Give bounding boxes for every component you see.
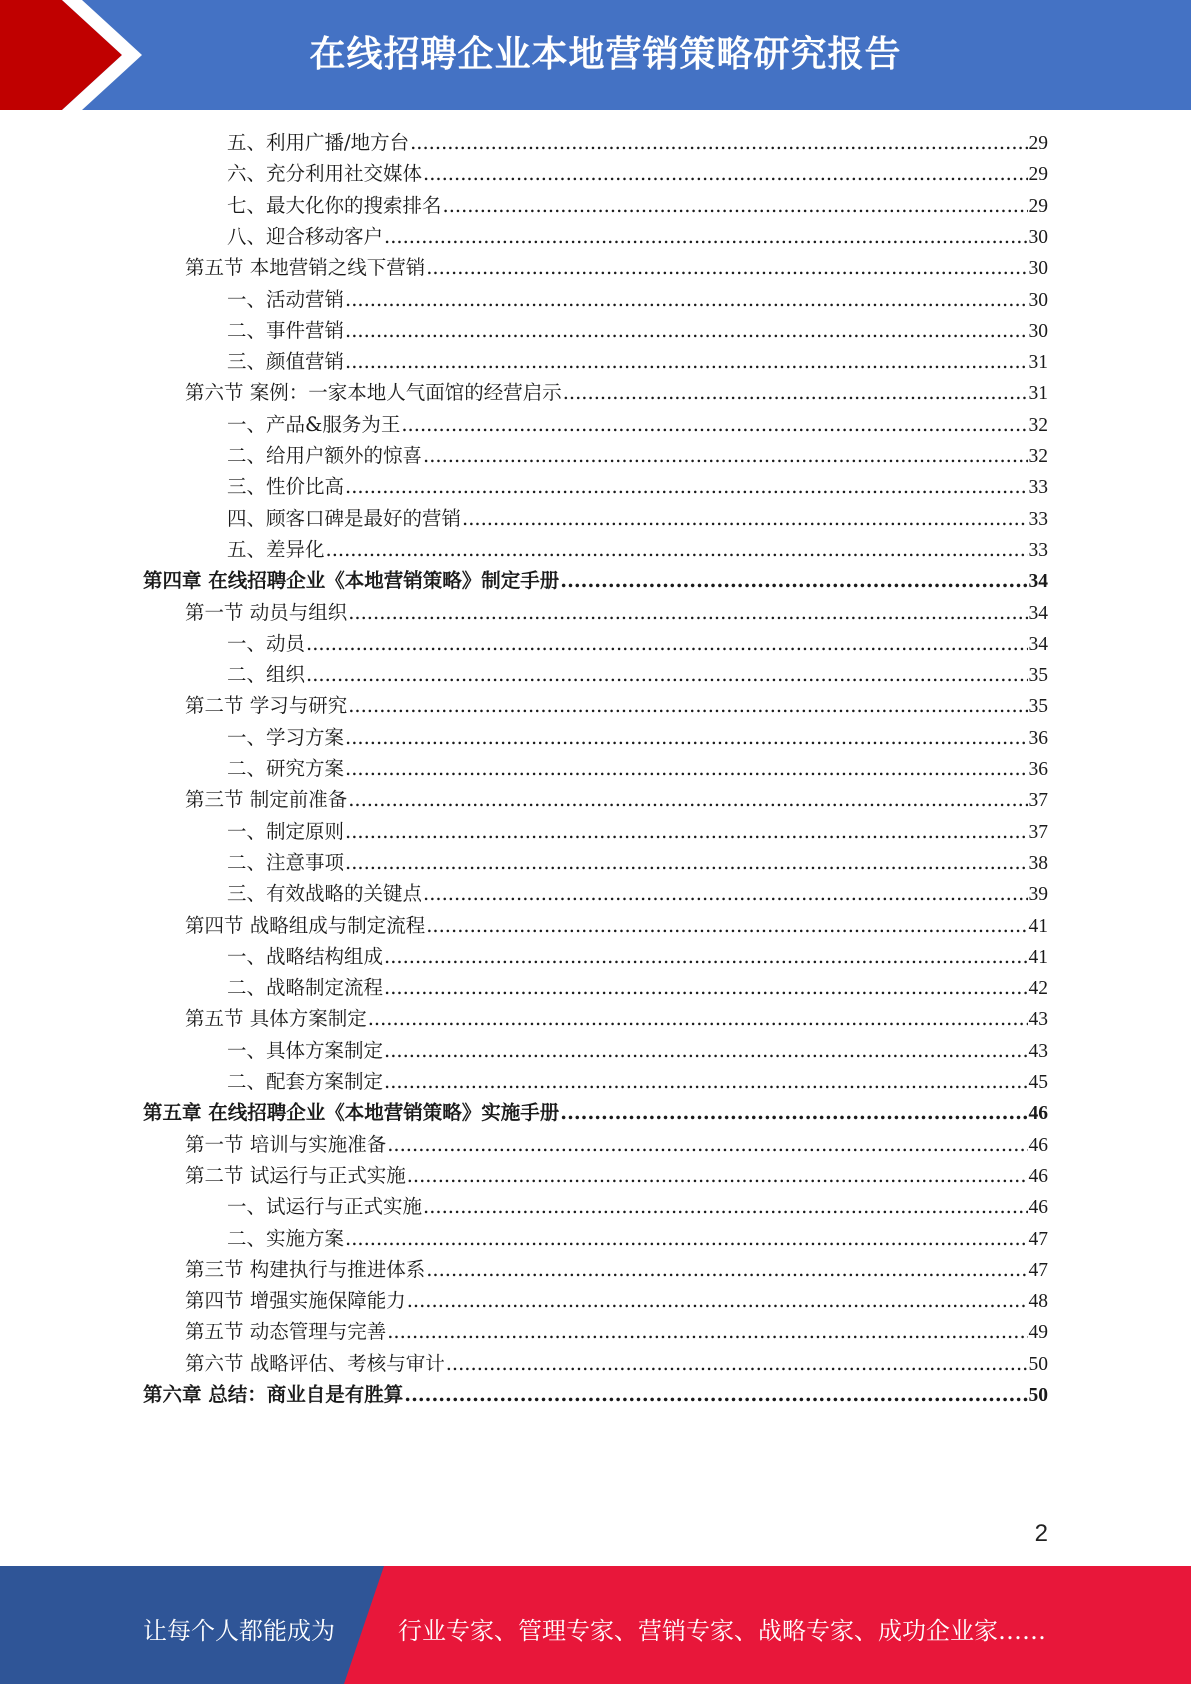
toc-entry-page: 46: [1028, 1165, 1048, 1187]
toc-entry-page: 43: [1028, 1009, 1048, 1031]
toc-dot-leader: [387, 1316, 1027, 1347]
toc-dot-leader: [348, 784, 1027, 815]
toc-entry-title: 第五章 在线招聘企业《本地营销策略》实施手册: [143, 1101, 560, 1125]
toc-subsection-entry[interactable]: [227, 816, 1048, 847]
toc-entry-title: 八、迎合移动客户: [227, 224, 384, 248]
toc-dot-leader: [446, 1348, 1028, 1379]
toc-chapter-entry[interactable]: [143, 1097, 1048, 1128]
footer-slogan-left: 让每个人都能成为: [143, 1617, 335, 1645]
toc-entry-title: 一、试运行与正式实施: [227, 1195, 423, 1219]
toc-entry-page: 36: [1028, 727, 1048, 749]
toc-entry-title: 二、给用户额外的惊喜: [227, 444, 423, 467]
toc-entry-title: 二、配套方案制定: [227, 1070, 384, 1093]
toc-dot-leader: [348, 597, 1027, 628]
toc-entry-page: 32: [1028, 446, 1048, 467]
toc-dot-leader: [345, 847, 1027, 878]
toc-subsection-entry[interactable]: [227, 346, 1048, 377]
toc-entry-page: 33: [1028, 539, 1048, 561]
toc-entry-title: 七、最大化你的搜索排名: [227, 193, 442, 217]
toc-dot-leader: [387, 1129, 1027, 1160]
toc-entry-title: 第四节 增强实施保障能力: [185, 1289, 406, 1313]
toc-section-entry[interactable]: [185, 377, 1048, 408]
toc-entry-title: 一、活动营销: [227, 287, 345, 311]
toc-dot-leader: [345, 284, 1027, 315]
toc-entry-page: 31: [1028, 352, 1048, 374]
toc-entry-page: 41: [1028, 915, 1048, 937]
toc-dot-leader: [426, 1254, 1027, 1285]
toc-subsection-entry[interactable]: [227, 847, 1048, 878]
toc-entry-title: 一、学习方案: [227, 725, 345, 749]
toc-entry-title: 第六章 总结：商业自是有胜算: [143, 1383, 404, 1406]
toc-entry-title: 三、有效战略的关键点: [227, 882, 423, 906]
toc-subsection-entry[interactable]: [227, 409, 1048, 440]
toc-entry-page: 36: [1028, 759, 1048, 780]
toc-entry-title: 第二节 试运行与正式实施: [185, 1163, 406, 1187]
toc-section-entry[interactable]: [185, 784, 1048, 815]
toc-dot-leader: [345, 346, 1027, 377]
toc-entry-page: 33: [1028, 477, 1048, 499]
toc-dot-leader: [407, 1285, 1028, 1316]
toc-dot-leader: [563, 377, 1028, 408]
toc-entry-title: 第四节 战略组成与制定流程: [185, 913, 426, 937]
toc-entry-title: 一、战略结构组成: [227, 944, 384, 968]
toc-subsection-entry[interactable]: [227, 753, 1048, 784]
toc-entry-title: 第一节 培训与实施准备: [185, 1132, 387, 1156]
toc-entry-page: 47: [1028, 1259, 1048, 1281]
toc-entry-title: 第五节 动态管理与完善: [185, 1320, 387, 1344]
toc-section-entry[interactable]: [185, 252, 1048, 283]
toc-entry-page: 37: [1028, 821, 1048, 843]
toc-subsection-entry[interactable]: [227, 1191, 1048, 1222]
toc-entry-page: 35: [1028, 665, 1048, 687]
toc-entry-title: 一、制定原则: [227, 819, 345, 843]
toc-entry-title: 一、动员: [227, 631, 306, 655]
toc-dot-leader: [345, 471, 1027, 502]
toc-entry-title: 第三节 制定前准备: [185, 788, 348, 812]
toc-entry-page: 50: [1028, 1385, 1048, 1406]
toc-dot-leader: [423, 878, 1027, 909]
toc-entry-page: 34: [1028, 633, 1048, 655]
toc-dot-leader: [560, 1097, 1027, 1128]
toc-entry-page: 46: [1028, 1103, 1048, 1125]
toc-entry-page: 41: [1028, 946, 1048, 968]
toc-entry-title: 第四章 在线招聘企业《本地营销策略》制定手册: [143, 569, 560, 593]
toc-entry-page: 50: [1028, 1353, 1048, 1375]
toc-entry-page: 37: [1028, 790, 1048, 812]
toc-entry-page: 46: [1028, 1197, 1048, 1219]
toc-subsection-entry[interactable]: [227, 158, 1048, 189]
toc-dot-leader: [407, 1160, 1028, 1191]
toc-subsection-entry[interactable]: [227, 1035, 1048, 1066]
page-header: [0, 0, 1191, 110]
toc-entry-title: 二、组织: [227, 663, 306, 687]
toc-entry-title: 第一节 动员与组织: [185, 600, 348, 624]
toc-entry-title: 第五节 本地营销之线下营销: [185, 256, 426, 280]
toc-dot-leader: [384, 941, 1027, 972]
toc-subsection-entry[interactable]: [227, 1223, 1048, 1254]
toc-entry-title: 五、利用广播/地方台: [227, 131, 410, 154]
toc-dot-leader: [423, 440, 1027, 471]
toc-subsection-entry[interactable]: [227, 284, 1048, 315]
toc-chapter-entry[interactable]: [143, 565, 1048, 596]
toc-subsection-entry[interactable]: [227, 659, 1048, 690]
toc-entry-page: 29: [1028, 195, 1048, 217]
toc-section-entry[interactable]: [185, 690, 1048, 721]
toc-subsection-entry[interactable]: [227, 315, 1048, 346]
toc-entry-page: 38: [1028, 852, 1048, 874]
toc-entry-page: 35: [1028, 696, 1048, 718]
toc-entry-title: 二、研究方案: [227, 757, 345, 780]
toc-dot-leader: [345, 1223, 1027, 1254]
toc-entry-title: 四、顾客口碑是最好的营销: [227, 506, 462, 530]
toc-entry-title: 一、产品&服务为王: [227, 412, 401, 436]
toc-entry-title: 三、性价比高: [227, 475, 345, 499]
toc-dot-leader: [423, 158, 1027, 189]
toc-dot-leader: [410, 127, 1027, 158]
toc-entry-page: 30: [1028, 289, 1048, 311]
toc-entry-page: 39: [1028, 884, 1048, 906]
toc-entry-title: 二、注意事项: [227, 850, 345, 874]
toc-entry-page: 32: [1028, 414, 1048, 436]
toc-subsection-entry[interactable]: [227, 941, 1048, 972]
toc-dot-leader: [345, 315, 1027, 346]
toc-dot-leader: [345, 816, 1027, 847]
footer-slogan-right: 行业专家、管理专家、营销专家、战略专家、成功企业家……: [398, 1617, 1046, 1645]
toc-section-entry[interactable]: [185, 597, 1048, 628]
toc-dot-leader: [384, 1066, 1027, 1097]
toc-subsection-entry[interactable]: [227, 878, 1048, 909]
toc-entry-page: 31: [1028, 383, 1048, 405]
toc-entry-page: 47: [1028, 1228, 1048, 1250]
toc-entry-page: 29: [1028, 133, 1048, 154]
toc-entry-page: 34: [1028, 602, 1048, 624]
toc-entry-title: 二、战略制定流程: [227, 976, 384, 1000]
toc-dot-leader: [384, 972, 1027, 1003]
toc-dot-leader: [348, 690, 1027, 721]
toc-entry-title: 六、充分利用社交媒体: [227, 162, 423, 186]
toc-subsection-entry[interactable]: [227, 503, 1048, 534]
toc-section-entry[interactable]: [185, 910, 1048, 941]
toc-dot-leader: [426, 910, 1027, 941]
toc-dot-leader: [560, 565, 1027, 596]
toc-dot-leader: [306, 659, 1027, 690]
toc-dot-leader: [345, 722, 1027, 753]
toc-dot-leader: [462, 503, 1027, 534]
toc-section-entry[interactable]: [185, 1316, 1048, 1347]
toc-entry-page: 30: [1028, 258, 1048, 280]
toc-entry-page: 46: [1028, 1134, 1048, 1156]
toc-subsection-entry[interactable]: [227, 534, 1048, 565]
toc-entry-title: 第五节 具体方案制定: [185, 1007, 367, 1031]
toc-entry-title: 第二节 学习与研究: [185, 694, 348, 718]
toc-entry-page: 43: [1028, 1040, 1048, 1062]
toc-entry-page: 30: [1028, 320, 1048, 342]
toc-entry-title: 二、实施方案: [227, 1226, 345, 1250]
toc-entry-title: 三、颜值营销: [227, 350, 345, 374]
toc-entry-page: 49: [1028, 1322, 1048, 1344]
page-footer: [0, 1566, 1191, 1684]
toc-dot-leader: [368, 1003, 1028, 1034]
toc-subsection-entry[interactable]: [227, 628, 1048, 659]
toc-entry-title: 一、具体方案制定: [227, 1038, 384, 1062]
toc-dot-leader: [306, 628, 1027, 659]
toc-entry-page: 42: [1028, 978, 1048, 1000]
toc-section-entry[interactable]: [185, 1160, 1048, 1191]
toc-subsection-entry[interactable]: [227, 127, 1048, 158]
toc-entry-title: 第六节 战略评估、考核与审计: [185, 1351, 445, 1375]
toc-entry-page: 45: [1028, 1072, 1048, 1093]
toc-section-entry[interactable]: [185, 1285, 1048, 1316]
toc-section-entry[interactable]: [185, 1348, 1048, 1379]
toc-entry-title: 第六节 案例：一家本地人气面馆的经营启示: [185, 381, 562, 405]
toc-subsection-entry[interactable]: [227, 190, 1048, 221]
toc-entry-page: 33: [1028, 508, 1048, 530]
toc-entry-page: 29: [1028, 164, 1048, 186]
toc-entry-title: 二、事件营销: [227, 318, 345, 342]
toc-subsection-entry[interactable]: [227, 471, 1048, 502]
toc-dot-leader: [401, 409, 1027, 440]
toc-section-entry[interactable]: [185, 1254, 1048, 1285]
toc-dot-leader: [326, 534, 1028, 565]
toc-subsection-entry[interactable]: [227, 221, 1048, 252]
toc-subsection-entry[interactable]: [227, 1066, 1048, 1097]
toc-subsection-entry[interactable]: [227, 722, 1048, 753]
toc-dot-leader: [345, 753, 1027, 784]
toc-dot-leader: [384, 221, 1027, 252]
toc-section-entry[interactable]: [185, 1129, 1048, 1160]
toc-dot-leader: [384, 1035, 1027, 1066]
toc-chapter-entry[interactable]: [143, 1379, 1048, 1410]
toc-section-entry[interactable]: [185, 1003, 1048, 1034]
toc-dot-leader: [404, 1379, 1027, 1410]
toc-subsection-entry[interactable]: [227, 440, 1048, 471]
toc-entry-title: 第三节 构建执行与推进体系: [185, 1257, 426, 1281]
toc-dot-leader: [423, 1191, 1027, 1222]
toc-entry-page: 30: [1028, 226, 1048, 248]
toc-entry-page: 48: [1028, 1291, 1048, 1313]
page-number: 2: [1034, 1520, 1048, 1547]
toc-entry-page: 34: [1028, 571, 1048, 593]
document-title: 在线招聘企业本地营销策略研究报告: [309, 34, 902, 75]
toc-dot-leader: [443, 190, 1028, 221]
toc-dot-leader: [426, 252, 1027, 283]
toc-subsection-entry[interactable]: [227, 972, 1048, 1003]
toc-entry-title: 五、差异化: [227, 537, 325, 561]
